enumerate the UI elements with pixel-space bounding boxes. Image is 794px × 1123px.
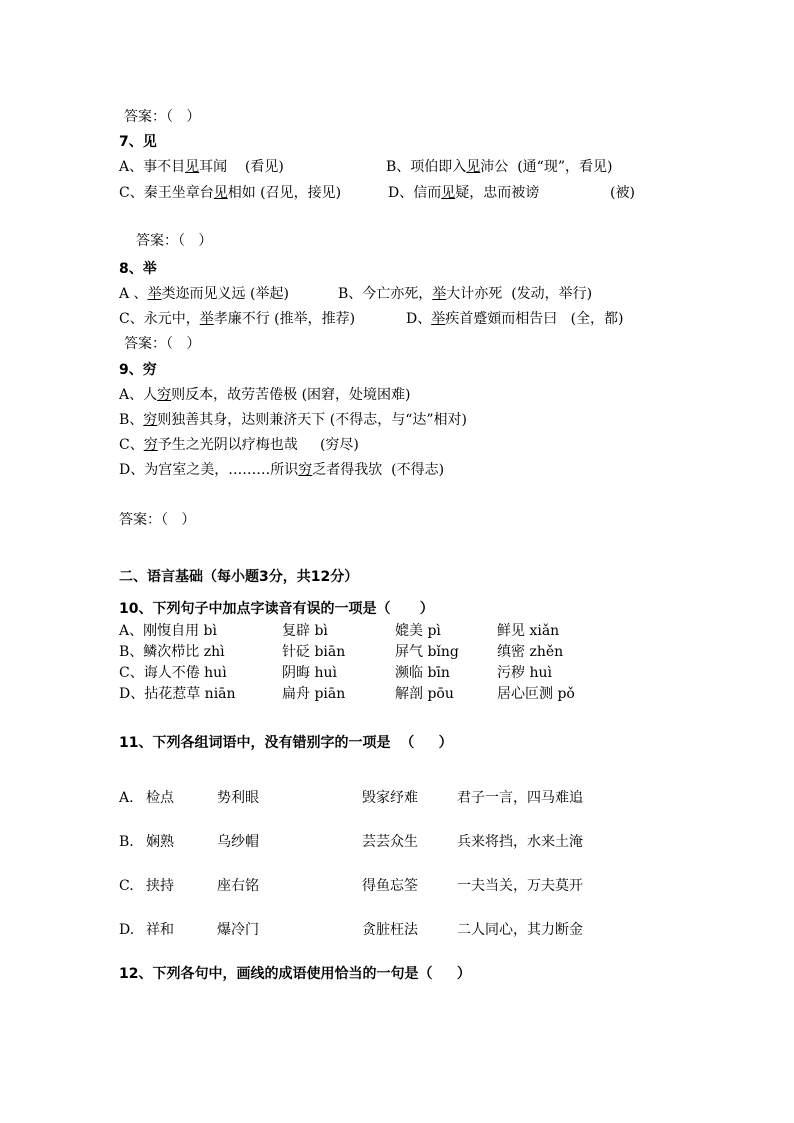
q9-a-post: 则反本，故劳苦倦极 (困窘，处境困难) — [171, 387, 411, 403]
q10-option-cell: 解剖 pōu — [395, 686, 454, 702]
q10-option-cell: 复辟 bì — [282, 623, 328, 639]
q11-option-cell: 君子一言，四马难追 — [457, 790, 583, 806]
q11-option-letter: A. — [119, 790, 134, 806]
q8-b-key: 举 — [432, 286, 447, 302]
q9-option-d — [119, 461, 444, 479]
q8-b-pre: B、今亡亦死， — [338, 286, 433, 302]
q9-b-key: 穷 — [143, 412, 158, 428]
q10-option-cell: 针砭 biān — [282, 644, 346, 660]
q10-option-cell: 屏气 bǐng — [395, 644, 459, 660]
q11-option-cell: 检点 — [146, 790, 174, 806]
q9-a-key: 穷 — [157, 387, 172, 403]
q11-option-letter: B. — [119, 834, 134, 850]
q9-c-post: 予生之光阴以疗梅也哉 (穷尽) — [157, 437, 359, 453]
q7-b-pre: B、项伯即入 — [386, 159, 467, 175]
q7-c-post: 相如 (召见，接见) — [227, 185, 342, 201]
q10-option-cell: A、刚愎自用 bì — [119, 623, 217, 639]
q11-option-cell: 祥和 — [146, 922, 174, 938]
q10-option-cell: 媲美 pì — [395, 623, 441, 639]
q9-answer: 答案：（ ） — [119, 512, 196, 528]
q11-option-cell: 娴熟 — [146, 834, 174, 850]
q8-a-post: 类迩而见义远 (举起) — [161, 286, 289, 302]
q8-a-key: 举 — [147, 286, 162, 302]
q11-option-letter: C. — [119, 878, 134, 894]
q9-c-key: 穷 — [143, 437, 158, 453]
q10-option-cell: 鲜见 xiǎn — [497, 623, 560, 639]
q6-answer: 答案：（ ） — [124, 109, 201, 125]
q11-title: 11、下列各组词语中，没有错别字的一项是 （ ） — [119, 735, 453, 751]
q11-option-cell: 芸芸众生 — [362, 834, 418, 850]
q7-d-gloss: (被) — [610, 185, 635, 201]
q7-option-a — [119, 158, 284, 176]
q9-option-c — [119, 436, 359, 454]
q10-option-cell: 阴晦 huì — [282, 665, 337, 681]
q7-option-b — [386, 158, 612, 176]
q9-d-pre: D、为宫室之美，………所识 — [119, 462, 299, 478]
q7-d-key: 见 — [441, 185, 456, 201]
q9-a-pre: A、人 — [119, 387, 158, 403]
q9-option-b — [119, 411, 467, 429]
q9-option-a — [119, 386, 411, 404]
q11-option-cell: 挟持 — [146, 878, 174, 894]
q7-option-d — [388, 184, 539, 202]
q11-option-cell: 得鱼忘筌 — [362, 878, 418, 894]
q10-option-cell: 污秽 huì — [497, 665, 552, 681]
q7-answer: 答案：（ ） — [136, 233, 213, 249]
q9-b-post: 则独善其身，达则兼济天下 (不得志，与“达”相对) — [157, 412, 467, 428]
q7-option-c — [119, 184, 341, 202]
q10-option-cell: C、诲人不倦 huì — [119, 665, 227, 681]
q8-option-a — [119, 285, 289, 303]
q11-option-cell: 势利眼 — [217, 790, 259, 806]
q9-d-key: 穷 — [298, 462, 313, 478]
q10-option-cell: B、鳞次栉比 zhì — [119, 644, 225, 660]
q10-option-cell: D、拈花惹草 niān — [119, 686, 236, 702]
q8-c-pre: C、永元中， — [119, 311, 200, 327]
q9-title: 9、穷 — [119, 362, 157, 378]
q10-option-cell: 居心叵测 pǒ — [497, 686, 575, 702]
q11-option-cell: 座右铭 — [217, 878, 259, 894]
q7-title: 7、见 — [119, 134, 157, 150]
q10-option-cell: 扁舟 piān — [282, 686, 346, 702]
q8-c-key: 举 — [199, 311, 214, 327]
q12-title: 12、下列各句中，画线的成语使用恰当的一句是（ ） — [119, 966, 471, 982]
q8-b-post: 大计亦死 (发动，举行) — [446, 286, 593, 302]
q8-option-b — [338, 285, 592, 303]
q9-d-post: 乏者得我欤 (不得志) — [312, 462, 445, 478]
q11-option-cell: 兵来将挡，水来土淹 — [457, 834, 583, 850]
q9-c-pre: C、 — [119, 437, 144, 453]
q11-option-cell: 毁家纾难 — [362, 790, 418, 806]
q7-d-post: 疑，忠而被谤 — [455, 185, 540, 201]
q7-c-key: 见 — [213, 185, 228, 201]
q10-option-cell: 缜密 zhěn — [497, 644, 564, 660]
q10-title: 10、下列句子中加点字读音有误的一项是（ ） — [119, 601, 434, 617]
q8-c-post: 孝廉不行 (推举，推荐) — [213, 311, 356, 327]
q11-option-cell: 贪脏枉法 — [362, 922, 418, 938]
q8-title: 8、举 — [119, 261, 157, 277]
q8-a-pre: A 、 — [119, 286, 148, 302]
q8-option-c — [119, 310, 355, 328]
q8-option-d — [406, 310, 624, 328]
q7-d-pre: D、信而 — [388, 185, 442, 201]
q7-b-post: 沛公 (通“现”，看见) — [480, 159, 613, 175]
q11-option-letter: D. — [119, 922, 135, 938]
q11-option-cell: 爆冷门 — [217, 922, 259, 938]
q7-a-key: 见 — [185, 159, 200, 175]
q11-option-cell: 二人同心，其力断金 — [457, 922, 583, 938]
q8-d-pre: D、 — [406, 311, 432, 327]
q8-d-key: 举 — [431, 311, 446, 327]
q11-option-cell: 乌纱帽 — [217, 834, 259, 850]
q7-a-post: 耳闻 (看见) — [199, 159, 284, 175]
q11-option-cell: 一夫当关，万夫莫开 — [457, 878, 583, 894]
q9-b-pre: B、 — [119, 412, 144, 428]
q7-c-pre: C、秦王坐章台 — [119, 185, 214, 201]
q7-a-pre: A、事不目 — [119, 159, 186, 175]
q7-b-key: 见 — [466, 159, 481, 175]
q8-d-post: 疾首蹙頞而相告曰 (全，都) — [445, 311, 624, 327]
section-2-heading: 二、语言基础（每小题3分，共12分） — [119, 569, 359, 585]
q10-option-cell: 濒临 bīn — [395, 665, 450, 681]
q8-answer: 答案：（ ） — [124, 336, 201, 352]
